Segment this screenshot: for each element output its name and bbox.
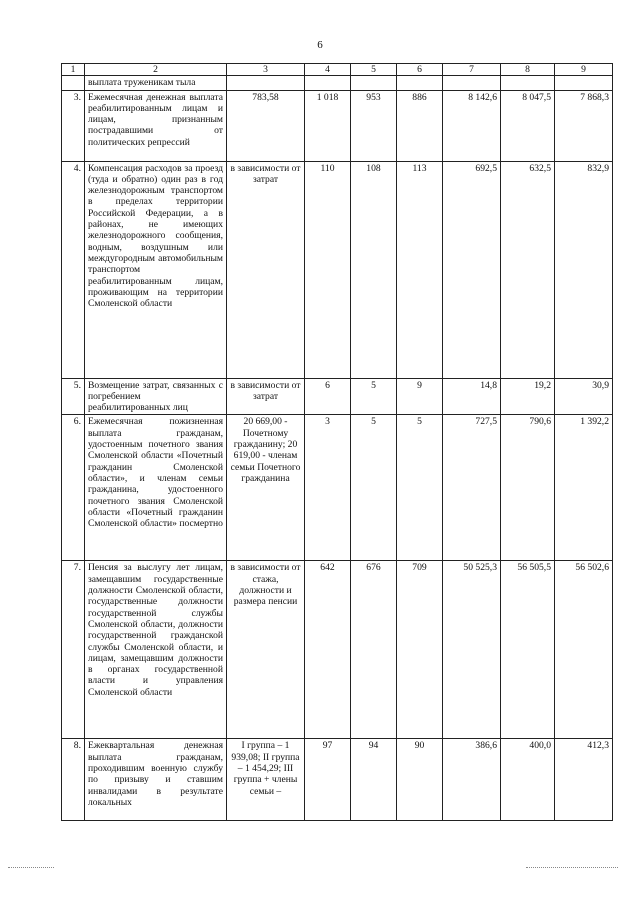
funding-year-2: 19,2: [501, 378, 555, 415]
funding-year-1: 14,8: [443, 378, 501, 415]
benefits-table: [61, 63, 613, 821]
column-header: 9: [555, 64, 613, 76]
recipients-year-2: 5: [351, 415, 397, 561]
recipients-year-1: 3: [305, 415, 351, 561]
row-number: 5.: [62, 378, 85, 415]
recipients-year-1: 110: [305, 161, 351, 378]
row-number: 7.: [62, 561, 85, 739]
funding-year-3: 1 392,2: [555, 415, 613, 561]
column-header: 5: [351, 64, 397, 76]
recipients-year-3: 9: [397, 378, 443, 415]
continuation-text: выплата труженикам тыла: [85, 76, 227, 90]
recipients-year-1: 642: [305, 561, 351, 739]
table-row: [62, 90, 613, 161]
column-header: 8: [501, 64, 555, 76]
benefit-description: Пенсия за выслугу лет лицам, замещавшим государственные должности Смоленской области, государственные должности государственной службы Смоленской области, должности государственной гражданской службы Смоленской области, и лицам, замещавшим должности в органах государственной власти и управления Смоленской области: [85, 561, 227, 739]
funding-year-2: 632,5: [501, 161, 555, 378]
recipients-year-2: 953: [351, 90, 397, 161]
scan-marks: [0, 867, 640, 875]
benefit-description: Компенсация расходов за проезд (туда и обратно) один раз в год железнодорожным транспортом в пределах территории Российской Федерации, а в районах, не имеющих железнодорожного сообщения, водным, воздушным или междугородным автомобильным транспортом реабилитированным лицам, проживающим на территории Смоленской области: [85, 161, 227, 378]
row-number: 6.: [62, 415, 85, 561]
benefit-amount: I группа – 1 939,08; II группа – 1 454,29; III группа + члены семьи –: [227, 739, 305, 821]
funding-year-2: 56 505,5: [501, 561, 555, 739]
column-header: 2: [85, 64, 227, 76]
recipients-year-2: 5: [351, 378, 397, 415]
funding-year-3: 7 868,3: [555, 90, 613, 161]
column-header: 3: [227, 64, 305, 76]
recipients-year-3: 5: [397, 415, 443, 561]
funding-year-1: 8 142,6: [443, 90, 501, 161]
table-row: [62, 561, 613, 739]
column-header: 1: [62, 64, 85, 76]
funding-year-2: 400,0: [501, 739, 555, 821]
recipients-year-2: 94: [351, 739, 397, 821]
table-row: [62, 415, 613, 561]
funding-year-1: 692,5: [443, 161, 501, 378]
benefit-amount: 783,58: [227, 90, 305, 161]
benefit-description: Ежемесячная денежная выплата реабилитированным лицам и лицам, признанным пострадавшими от политических репрессий: [85, 90, 227, 161]
benefit-amount: 20 669,00 - Почетному гражданину; 20 619,00 - членам семьи Почетного гражданина: [227, 415, 305, 561]
page-number: 6: [317, 39, 323, 51]
table-row: [62, 739, 613, 821]
column-header: 7: [443, 64, 501, 76]
recipients-year-3: 90: [397, 739, 443, 821]
benefit-description: Возмещение затрат, связанных с погребением реабилитированных лиц: [85, 378, 227, 415]
benefit-amount: в зависимости от затрат: [227, 161, 305, 378]
recipients-year-3: 886: [397, 90, 443, 161]
recipients-year-3: 709: [397, 561, 443, 739]
recipients-year-3: 113: [397, 161, 443, 378]
funding-year-1: 50 525,3: [443, 561, 501, 739]
recipients-year-1: 1 018: [305, 90, 351, 161]
column-header: 4: [305, 64, 351, 76]
funding-year-1: 386,6: [443, 739, 501, 821]
benefit-description: Ежемесячная пожизненная выплата гражданам, удостоенным почетного звания Смоленской области «Почетный гражданин Смоленской области», и членам семьи гражданина, удостоенного почетного звания Смоленской области «Почетный гражданин Смоленской области» посмертно: [85, 415, 227, 561]
table-row: [62, 161, 613, 378]
scan-mark-right: [526, 867, 618, 868]
column-header: 6: [397, 64, 443, 76]
funding-year-3: 412,3: [555, 739, 613, 821]
funding-year-3: 30,9: [555, 378, 613, 415]
row-number: 8.: [62, 739, 85, 821]
recipients-year-2: 676: [351, 561, 397, 739]
benefit-amount: в зависимости от затрат: [227, 378, 305, 415]
benefit-amount: в зависимости от стажа, должности и размера пенсии: [227, 561, 305, 739]
table-header-row: [62, 64, 613, 76]
funding-year-2: 790,6: [501, 415, 555, 561]
continuation-row: [62, 76, 613, 90]
row-number: 4.: [62, 161, 85, 378]
recipients-year-1: 6: [305, 378, 351, 415]
funding-year-1: 727,5: [443, 415, 501, 561]
funding-year-3: 56 502,6: [555, 561, 613, 739]
recipients-year-2: 108: [351, 161, 397, 378]
funding-year-3: 832,9: [555, 161, 613, 378]
recipients-year-1: 97: [305, 739, 351, 821]
table-row: [62, 378, 613, 415]
benefit-description: Ежеквартальная денежная выплата гражданам, проходившим военную службу по призыву и ставшим инвалидами в результате локальных: [85, 739, 227, 821]
scan-mark-left: [8, 867, 54, 868]
funding-year-2: 8 047,5: [501, 90, 555, 161]
row-number: 3.: [62, 90, 85, 161]
